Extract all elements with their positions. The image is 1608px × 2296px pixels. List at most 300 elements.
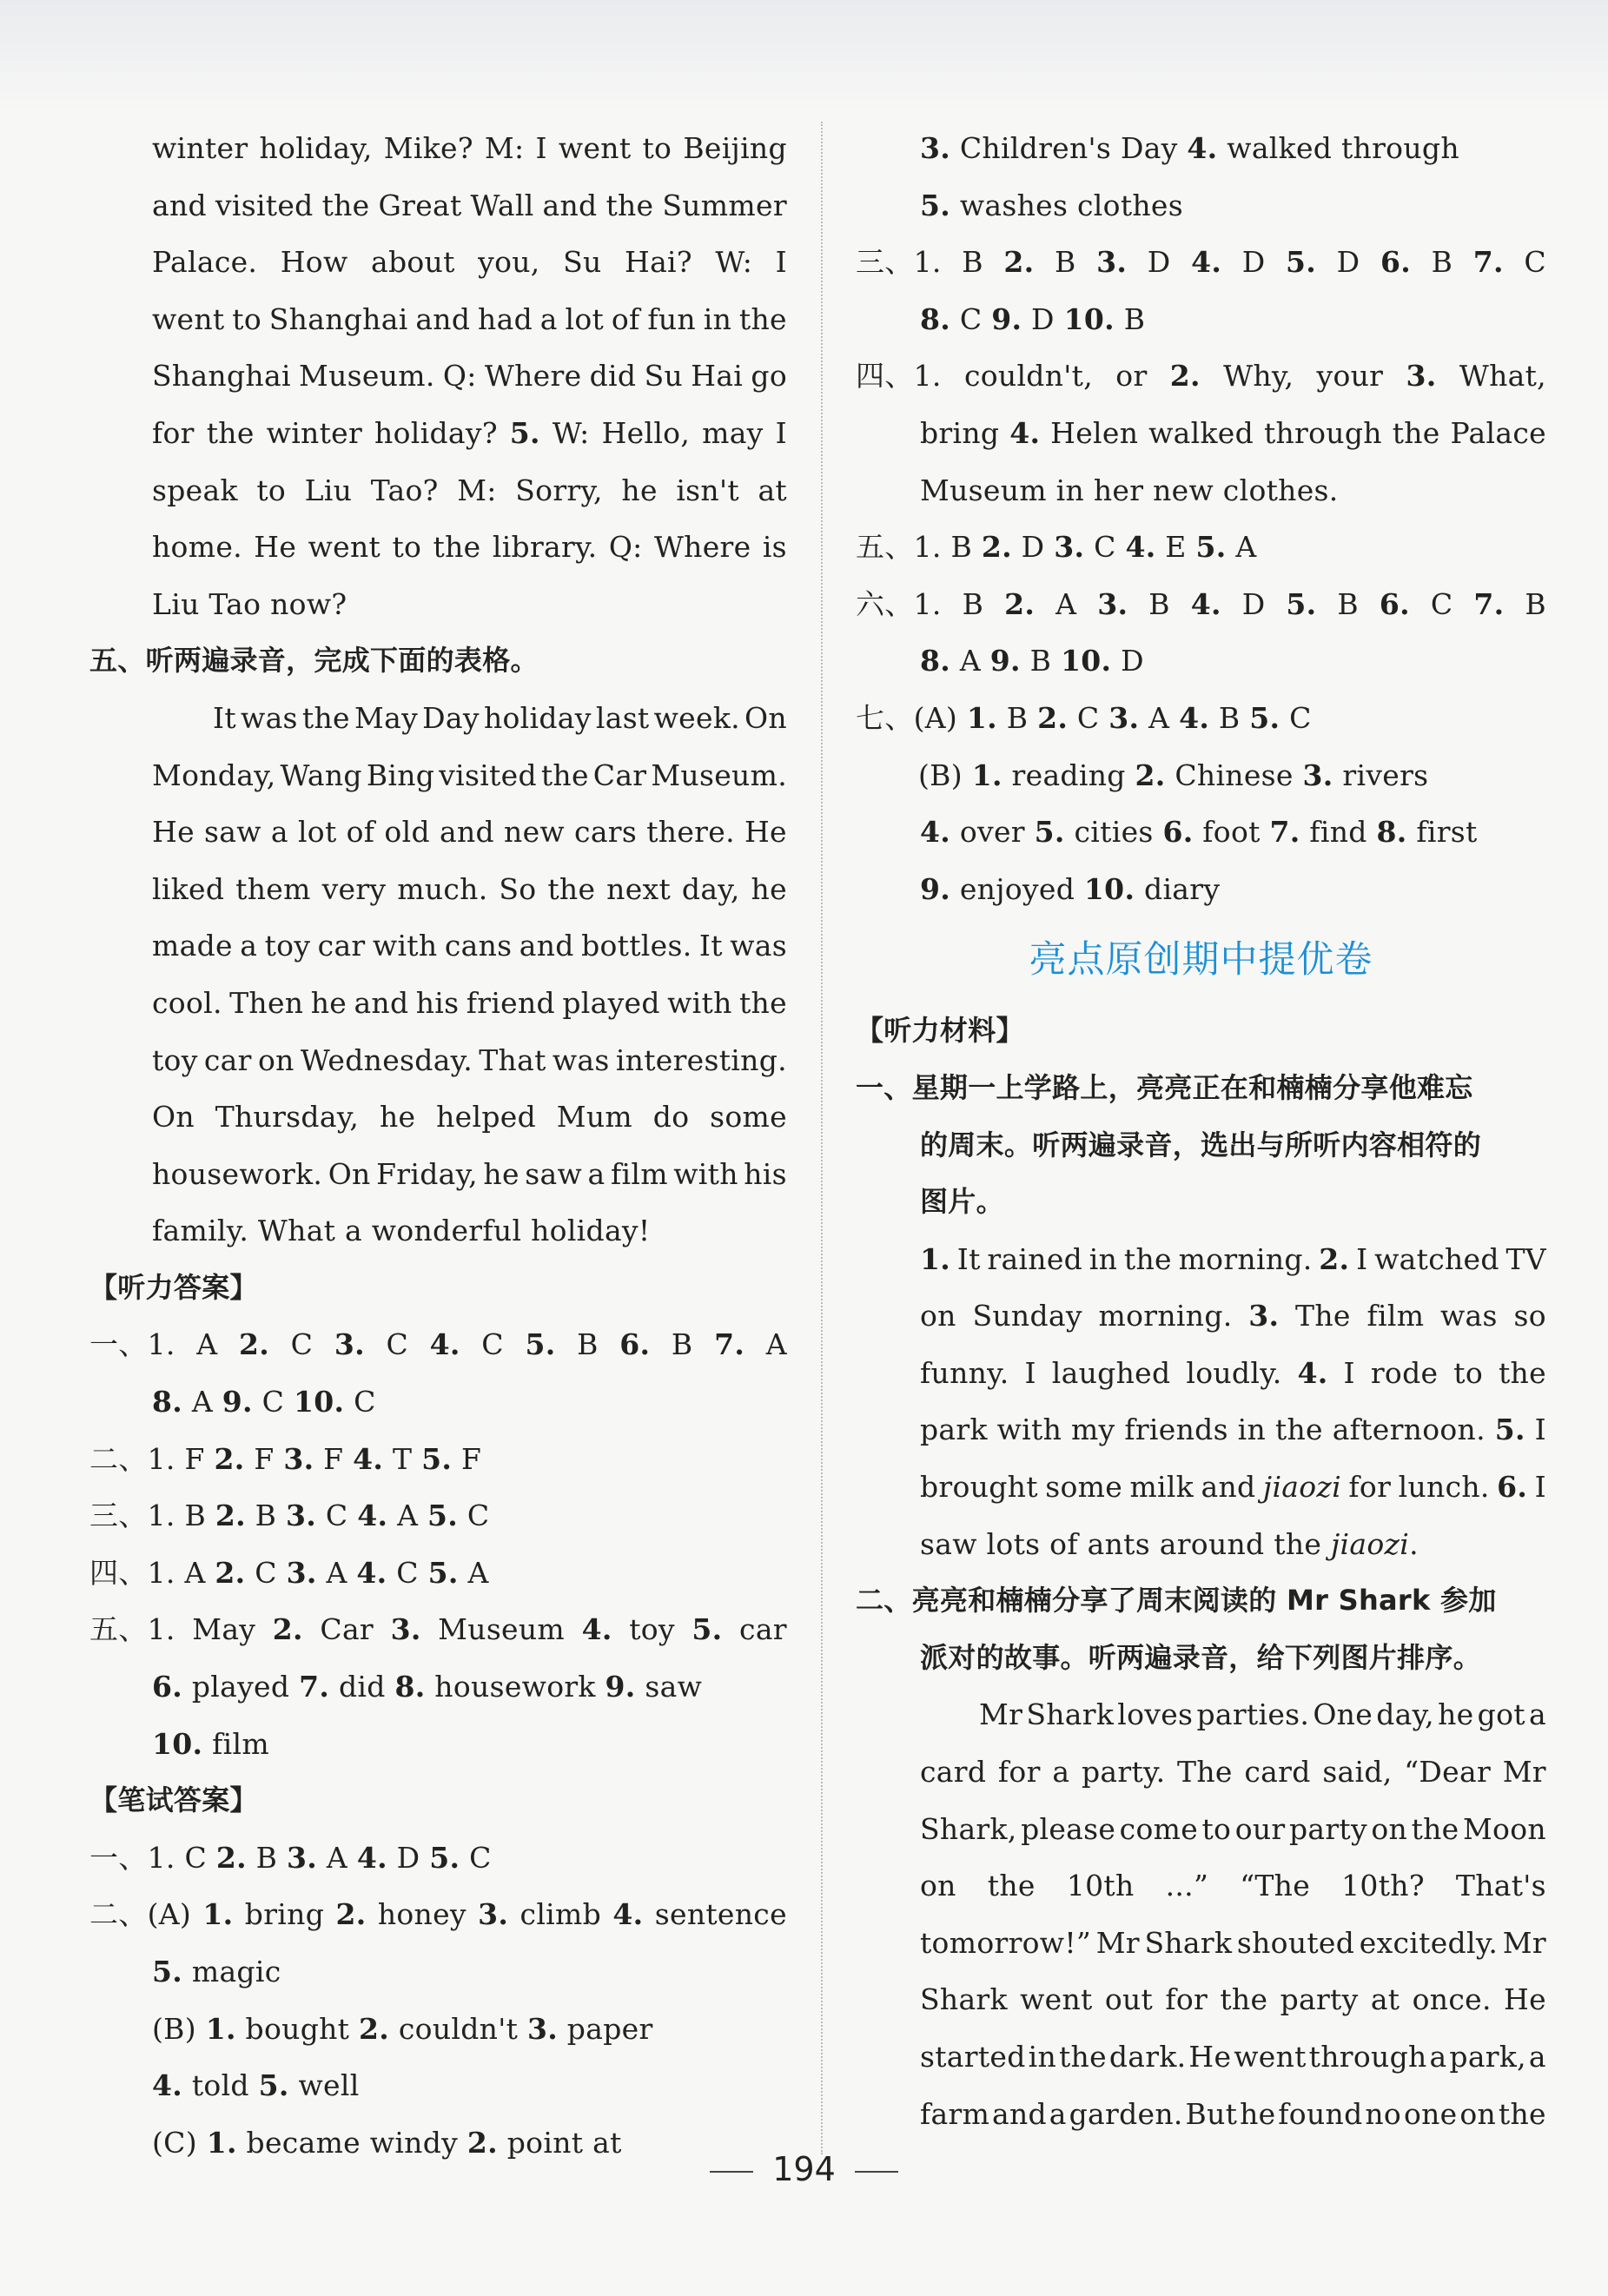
word: One [1313, 1697, 1373, 1732]
word: card [920, 1755, 987, 1790]
word: visited [215, 188, 314, 222]
word: But [1185, 2096, 1238, 2131]
text-line [856, 1686, 1546, 1744]
word: Museum. [651, 758, 787, 792]
word: do [652, 1100, 690, 1135]
text-line [856, 1971, 1546, 2028]
word: D [1336, 245, 1360, 280]
word: lot [565, 301, 605, 336]
text-line [89, 1601, 787, 1658]
word: went [558, 131, 632, 165]
word: on [920, 1869, 956, 1903]
word: day, [1376, 1697, 1434, 1732]
word: He [152, 815, 195, 850]
word: I [775, 415, 787, 450]
word: the [1123, 1241, 1172, 1276]
word: in [1089, 1241, 1118, 1276]
word: parties. [1196, 1697, 1310, 1732]
word: went [308, 530, 381, 565]
word: Shark, [920, 1811, 1017, 1846]
word: 4. [429, 1327, 460, 1362]
text-line: (B) 1. bought 2. couldn't 3. paper [152, 2011, 653, 2046]
word: bring [920, 415, 1000, 450]
word: Great [378, 188, 462, 222]
word: saw [204, 815, 261, 850]
word: 6. [1379, 586, 1410, 621]
text-line: 5. washes clothes [920, 188, 1183, 222]
word: said, [1322, 1755, 1393, 1790]
section-heading: 【听力材料】 [856, 1014, 1024, 1048]
word: 2. [272, 1612, 303, 1647]
word: C [1430, 586, 1453, 621]
word: for [1348, 1470, 1392, 1505]
word: went [152, 301, 225, 336]
section-heading: 的周末。听两遍录音，选出与所听内容相符的 [920, 1128, 1482, 1161]
word: rode [1370, 1355, 1439, 1390]
word: Then [229, 985, 304, 1020]
word: 1. [202, 1897, 234, 1932]
text-line [856, 1287, 1546, 1345]
word: the [547, 871, 596, 906]
word: Shark [1026, 1697, 1115, 1732]
word: through [1308, 2040, 1427, 2074]
word: He [254, 530, 297, 565]
left-column [89, 120, 787, 2171]
word: I [1343, 1355, 1355, 1390]
text-line [89, 690, 787, 747]
word: on [920, 1299, 956, 1333]
word: the [1274, 1413, 1323, 1447]
text-line [856, 234, 1546, 291]
word: B [1431, 245, 1453, 280]
word: one [1403, 2096, 1458, 2131]
word: and [1201, 1470, 1256, 1505]
word: Wednesday. [300, 1042, 473, 1077]
word: toy [629, 1612, 675, 1647]
word: milk [1129, 1470, 1194, 1505]
word: Sorry, [515, 473, 603, 507]
word: car [317, 929, 366, 963]
word: a [1052, 1755, 1070, 1790]
text-line: 9. enjoyed 10. diary [920, 871, 1221, 906]
word: It [956, 1241, 981, 1276]
word: 5. [1286, 245, 1317, 280]
word: his [415, 985, 460, 1020]
word: holiday, [259, 131, 373, 165]
word: He [1503, 1982, 1546, 2017]
word: 7. [1472, 245, 1504, 280]
word: loudly. [1186, 1355, 1282, 1390]
word: A [765, 1327, 787, 1362]
text-line [89, 1886, 787, 1943]
section-heading: 派对的故事。听两遍录音，给下列图片排序。 [920, 1640, 1482, 1674]
word: made [152, 929, 233, 963]
word: a [270, 815, 288, 850]
word: Thursday, [215, 1100, 360, 1135]
text-line: 3. Children's Day 4. walked through [920, 131, 1459, 165]
word: housework. [152, 1156, 323, 1191]
word: That [479, 1042, 546, 1077]
word: with [667, 985, 732, 1020]
word: “The [1240, 1869, 1311, 1903]
section-heading: 二、亮亮和楠楠分享了周末阅读的 Mr Shark 参加 [856, 1584, 1497, 1618]
word: to [256, 473, 287, 507]
word: the [321, 188, 370, 222]
word: he [379, 1100, 416, 1135]
word: garden. [1069, 2096, 1183, 2131]
section-heading: 【笔试答案】 [89, 1783, 258, 1817]
word: Mr [1502, 1925, 1546, 1960]
word: cool. [152, 985, 222, 1020]
word: M: [457, 473, 497, 507]
word: 4. [612, 1897, 644, 1932]
word: C [1524, 245, 1546, 280]
word: for [152, 415, 195, 450]
word: car [203, 1042, 252, 1077]
word: B [1525, 586, 1546, 621]
footer-dash-right [855, 2171, 898, 2173]
word: Bing [366, 758, 435, 792]
word: Wall [470, 188, 534, 222]
word: Q: [608, 530, 643, 565]
word: there. [646, 815, 735, 850]
text-line [856, 1459, 1546, 1516]
word: in [703, 301, 732, 336]
word: A [1055, 586, 1077, 621]
word: the [206, 415, 255, 450]
word: the [1220, 1982, 1268, 2017]
word: On [744, 700, 787, 735]
word: visited [439, 758, 537, 792]
text-line: 一、1. C 2. B 3. A 4. D 5. C [89, 1840, 492, 1875]
word: B [1337, 586, 1359, 621]
word: he [483, 1156, 519, 1191]
word: Day [422, 700, 480, 735]
word: B [962, 586, 984, 621]
text-line [89, 177, 787, 235]
word: Su [644, 359, 684, 394]
section-title: 亮点原创期中提优卷 [1029, 938, 1373, 983]
word: went [1020, 1982, 1093, 2017]
word: He [1188, 2040, 1232, 2074]
word: on [1371, 1811, 1408, 1846]
word: for [997, 1755, 1041, 1790]
word: 2. [1169, 359, 1201, 394]
word: Moon [1462, 1811, 1546, 1846]
text-line: 8. C 9. D 10. B [920, 301, 1146, 336]
text-line [856, 576, 1546, 633]
text-line [89, 975, 787, 1032]
word: holiday? [374, 415, 498, 450]
text-line [856, 1401, 1546, 1459]
word: please [1021, 1811, 1116, 1846]
word: did [589, 359, 637, 394]
text-line [89, 1316, 787, 1373]
word: Why, [1223, 359, 1294, 394]
word: speak [152, 473, 238, 507]
word: the [1058, 2040, 1107, 2074]
column-divider [821, 122, 823, 2154]
word: B [1055, 245, 1076, 280]
text-line [856, 1231, 1546, 1288]
section-heading: 【听力答案】 [89, 1270, 258, 1304]
word: B [671, 1327, 693, 1362]
word: and [354, 985, 409, 1020]
word: his [744, 1156, 787, 1191]
word: 10th [1066, 1869, 1135, 1903]
word: he [1240, 2096, 1276, 2131]
word: On [152, 1100, 195, 1135]
word: jiaozi [1262, 1470, 1341, 1505]
section-heading: 一、星期一上学路上，亮亮正在和楠楠分享他难忘 [856, 1070, 1473, 1104]
word: at [1370, 1982, 1400, 2017]
word: B [577, 1327, 599, 1362]
text-line [856, 1744, 1546, 1801]
page-top-shadow [0, 0, 1608, 113]
word: Hello, [601, 415, 691, 450]
word: and [415, 301, 471, 336]
footer-dash-left [710, 2171, 753, 2173]
word: helped [436, 1100, 537, 1135]
word: much. [397, 871, 488, 906]
word: of [611, 301, 640, 336]
word: funny. [920, 1355, 1009, 1390]
word: week. [653, 700, 740, 735]
text-line [89, 1032, 787, 1089]
word: of [346, 815, 375, 850]
word: Palace [1450, 415, 1546, 450]
word: the [433, 530, 481, 565]
word: old [384, 815, 430, 850]
word: 一、1. [89, 1327, 175, 1362]
word: some [710, 1100, 787, 1135]
word: Where [653, 530, 751, 565]
word: loves [1117, 1697, 1194, 1732]
word: couldn't, [963, 359, 1094, 394]
word: the [987, 1869, 1036, 1903]
word: a [1528, 2040, 1546, 2074]
word: park [920, 1413, 988, 1447]
word: card [1244, 1755, 1311, 1790]
word: come [1119, 1811, 1199, 1846]
word: Shanghai [268, 301, 408, 336]
word: May [192, 1612, 256, 1647]
word: library. [492, 530, 598, 565]
text-line: 4. over 5. cities 6. foot 7. find 8. first [920, 815, 1478, 850]
text-line: (C) 1. became windy 2. point at [152, 2125, 622, 2160]
text-line [856, 1857, 1546, 1915]
word: day, [681, 871, 740, 906]
word: winter [266, 415, 363, 450]
word: no [1365, 2096, 1402, 2131]
word: 4. [1009, 415, 1041, 450]
word: C [481, 1327, 504, 1362]
word: car [739, 1612, 787, 1647]
word: with [996, 1413, 1062, 1447]
word: 6. [1497, 1470, 1528, 1505]
word: Mr [1502, 1755, 1546, 1790]
text-line [856, 1915, 1546, 1972]
word: On [328, 1156, 371, 1191]
word: Beijing [683, 131, 787, 165]
word: Sunday [972, 1299, 1082, 1333]
word: the [1498, 1355, 1546, 1390]
word: was [1440, 1299, 1498, 1333]
word: 6. [619, 1327, 651, 1362]
word: B [962, 245, 983, 280]
word: to [232, 301, 261, 336]
page-number: 194 [772, 2150, 836, 2188]
word: you, [478, 245, 540, 280]
word: 4. [1297, 1355, 1328, 1390]
word: 2. [1319, 1241, 1350, 1276]
word: 3. [1406, 359, 1437, 394]
word: played [562, 985, 660, 1020]
word: shouted [1236, 1925, 1355, 1960]
word: found [1278, 2096, 1363, 2131]
text-line: 8. A 9. C 10. C [152, 1385, 376, 1419]
word: toy [264, 929, 311, 963]
word: Liu [304, 473, 353, 507]
word: 3. [334, 1327, 365, 1362]
word: Museum. [299, 359, 435, 394]
word: last [595, 700, 650, 735]
word: Mr [1095, 1925, 1140, 1960]
word: he [1438, 1697, 1474, 1732]
word: he [751, 871, 787, 906]
word: our [1234, 1811, 1286, 1846]
text-line [856, 2028, 1546, 2086]
word: Shark [920, 1982, 1008, 2017]
word: How [280, 245, 348, 280]
word: liked [152, 871, 225, 906]
word: M: [484, 131, 525, 165]
text-line: saw lots of ants around the jiaozi. [920, 1526, 1419, 1561]
word: may [702, 415, 764, 450]
word: to [642, 131, 672, 165]
word: film [610, 1156, 668, 1191]
text-line: Museum in her new clothes. [920, 473, 1339, 507]
word: the [738, 301, 787, 336]
word: May [354, 700, 419, 735]
word: a [1049, 2096, 1067, 2131]
word: 7. [714, 1327, 745, 1362]
word: was [730, 929, 787, 963]
word: the [739, 985, 787, 1020]
word: the [1411, 1811, 1459, 1846]
word: 5. [692, 1612, 723, 1647]
word: 3. [390, 1612, 421, 1647]
word: and [152, 188, 207, 222]
word: 1. [920, 1241, 951, 1276]
word: I [1024, 1355, 1036, 1390]
word: about [370, 245, 455, 280]
word: and [542, 188, 598, 222]
word: or [1115, 359, 1148, 394]
word: home. [152, 530, 242, 565]
word: I [1534, 1470, 1546, 1505]
word: the [540, 758, 589, 792]
text-line [856, 1345, 1546, 1402]
word: lunch. [1398, 1470, 1490, 1505]
word: party [1280, 1982, 1359, 2017]
word: party [1288, 1811, 1367, 1846]
word: laughed [1051, 1355, 1171, 1390]
text-line [89, 120, 787, 177]
word: That's [1455, 1869, 1546, 1903]
word: a [1528, 1697, 1546, 1732]
word: Car [592, 758, 647, 792]
word: in [1028, 2040, 1057, 2074]
word: very [321, 871, 387, 906]
text-line: 8. A 9. B 10. D [920, 644, 1144, 678]
word: lot [297, 815, 337, 850]
word: my [1070, 1413, 1115, 1447]
word: 3. [478, 1897, 509, 1932]
word: Mike? [383, 131, 473, 165]
word: W: [715, 245, 753, 280]
text-line [89, 1088, 787, 1146]
word: on [257, 1042, 294, 1077]
word: 六、1. [856, 586, 942, 621]
word: go [751, 359, 787, 394]
word: B [1148, 586, 1170, 621]
word: A [196, 1327, 218, 1362]
text-line: family. What a wonderful holiday! [152, 1214, 651, 1248]
word: 5. [1494, 1413, 1525, 1447]
word: the [1498, 2096, 1546, 2131]
text-line: 5. magic [152, 1955, 281, 1988]
word: party. [1081, 1755, 1166, 1790]
text-line: (B) 1. reading 2. Chinese 3. rivers [918, 758, 1429, 792]
word: a [240, 929, 258, 963]
word: interesting. [615, 1042, 787, 1077]
word: D [1147, 245, 1171, 280]
word: What, [1459, 359, 1546, 394]
word: to [1201, 1811, 1232, 1846]
word: to [1453, 1355, 1484, 1390]
word: some [1045, 1470, 1123, 1505]
word: went [1234, 2040, 1307, 2074]
word: got [1477, 1697, 1525, 1732]
word: had [478, 301, 533, 336]
word: He [744, 815, 787, 850]
page-footer [0, 2150, 1608, 2188]
word: with [673, 1156, 738, 1191]
word: I [1534, 1413, 1546, 1447]
word: toy [152, 1042, 198, 1077]
word: climb [519, 1897, 602, 1932]
word: isn't [676, 473, 739, 507]
word: So [499, 871, 537, 906]
word: Mr [979, 1697, 1023, 1732]
word: 5. [525, 1327, 556, 1362]
word: friend [466, 985, 555, 1020]
word: It [213, 700, 236, 735]
word: rained [987, 1241, 1083, 1276]
text-line: 三、1. B 2. B 3. C 4. A 5. C [89, 1499, 490, 1533]
word: bottles. [581, 929, 692, 963]
text-line: Liu Tao now? [152, 586, 347, 621]
word: started [920, 2040, 1026, 2074]
word: D [1241, 245, 1266, 280]
word: 五、1. [89, 1612, 175, 1647]
word: next [606, 871, 672, 906]
word: cans [444, 929, 513, 963]
text-line [89, 405, 787, 462]
word: Mum [556, 1100, 633, 1135]
word: Helen [1050, 415, 1139, 450]
